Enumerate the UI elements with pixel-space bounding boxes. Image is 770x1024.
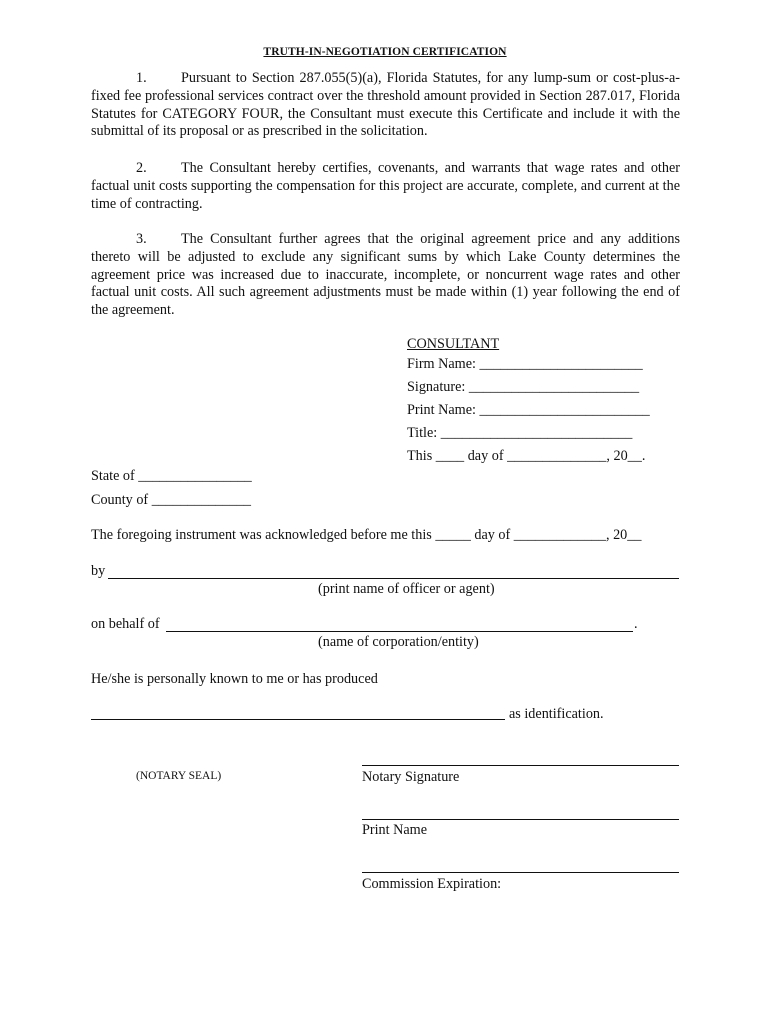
- entity-name-caption: (name of corporation/entity): [318, 634, 479, 650]
- paragraph-3-number: 3.: [136, 231, 147, 247]
- paragraph-2: [91, 160, 680, 213]
- paragraph-1-text: Pursuant to Section 287.055(5)(a), Florida Statutes, for any lump-sum or cost-plus-a-fixed fee professional services contract over the threshold amount provided in Section 287.017, Florida Statutes for CATEGORY FOUR, the Consultant must execute this Certificate and include it with the submittal of its proposal or as prescribed in the solicitation.: [91, 70, 680, 140]
- signature-field[interactable]: Signature: ________________________: [407, 379, 640, 395]
- officer-name-caption: (print name of officer or agent): [318, 581, 495, 597]
- notary-signature-label: Notary Signature: [362, 769, 460, 785]
- commission-expiration-label: Commission Expiration:: [362, 876, 502, 892]
- consultant-block: [407, 335, 650, 468]
- notary-signature-line[interactable]: [362, 753, 679, 766]
- paragraph-1: [91, 70, 680, 141]
- notary-seal-label: (NOTARY SEAL): [136, 770, 222, 782]
- commission-expiration-line[interactable]: [362, 860, 679, 873]
- date-field[interactable]: This ____ day of ______________, 20__.: [407, 448, 646, 464]
- paragraph-2-number: 2.: [136, 160, 147, 176]
- officer-name-line[interactable]: [108, 566, 679, 579]
- on-behalf-label: on behalf of: [91, 616, 160, 632]
- print-name-field[interactable]: Print Name: ________________________: [407, 402, 650, 418]
- notary-print-name-label: Print Name: [362, 822, 428, 838]
- document-title: TRUTH-IN-NEGOTIATION CERTIFICATION: [263, 46, 507, 58]
- title-field[interactable]: Title: ___________________________: [407, 425, 633, 441]
- notary-print-name-line[interactable]: [362, 807, 679, 820]
- paragraph-3-text: The Consultant further agrees that the original agreement price and any additions thereto will be adjusted to exclude any significant sums by which Lake County determines the agreement price was increased due to inaccurate, incomplete, or noncurrent wage rates and other factual unit costs. All such agreement adjustments must be made within (1) year following the end of the agreement.: [91, 231, 680, 319]
- consultant-heading: CONSULTANT: [407, 336, 500, 352]
- acknowledged-statement: The foregoing instrument was acknowledged before me this _____ day of _____________, 20__: [91, 527, 642, 543]
- identification-line[interactable]: [91, 707, 505, 720]
- entity-name-line[interactable]: [166, 619, 633, 632]
- county-field[interactable]: County of ______________: [91, 492, 252, 508]
- firm-name-field[interactable]: Firm Name: _______________________: [407, 356, 643, 372]
- paragraph-3: [91, 231, 680, 320]
- identification-label: as identification.: [509, 706, 604, 722]
- paragraph-2-text: The Consultant hereby certifies, covenants, and warrants that wage rates and other factual unit costs supporting the compensation for this project are accurate, complete, and current at the time of contracting.: [91, 160, 680, 212]
- known-statement: He/she is personally known to me or has produced: [91, 671, 378, 687]
- on-behalf-period: .: [634, 616, 638, 632]
- paragraph-1-number: 1.: [136, 70, 147, 86]
- by-label: by: [91, 563, 106, 579]
- state-field[interactable]: State of ________________: [91, 468, 252, 484]
